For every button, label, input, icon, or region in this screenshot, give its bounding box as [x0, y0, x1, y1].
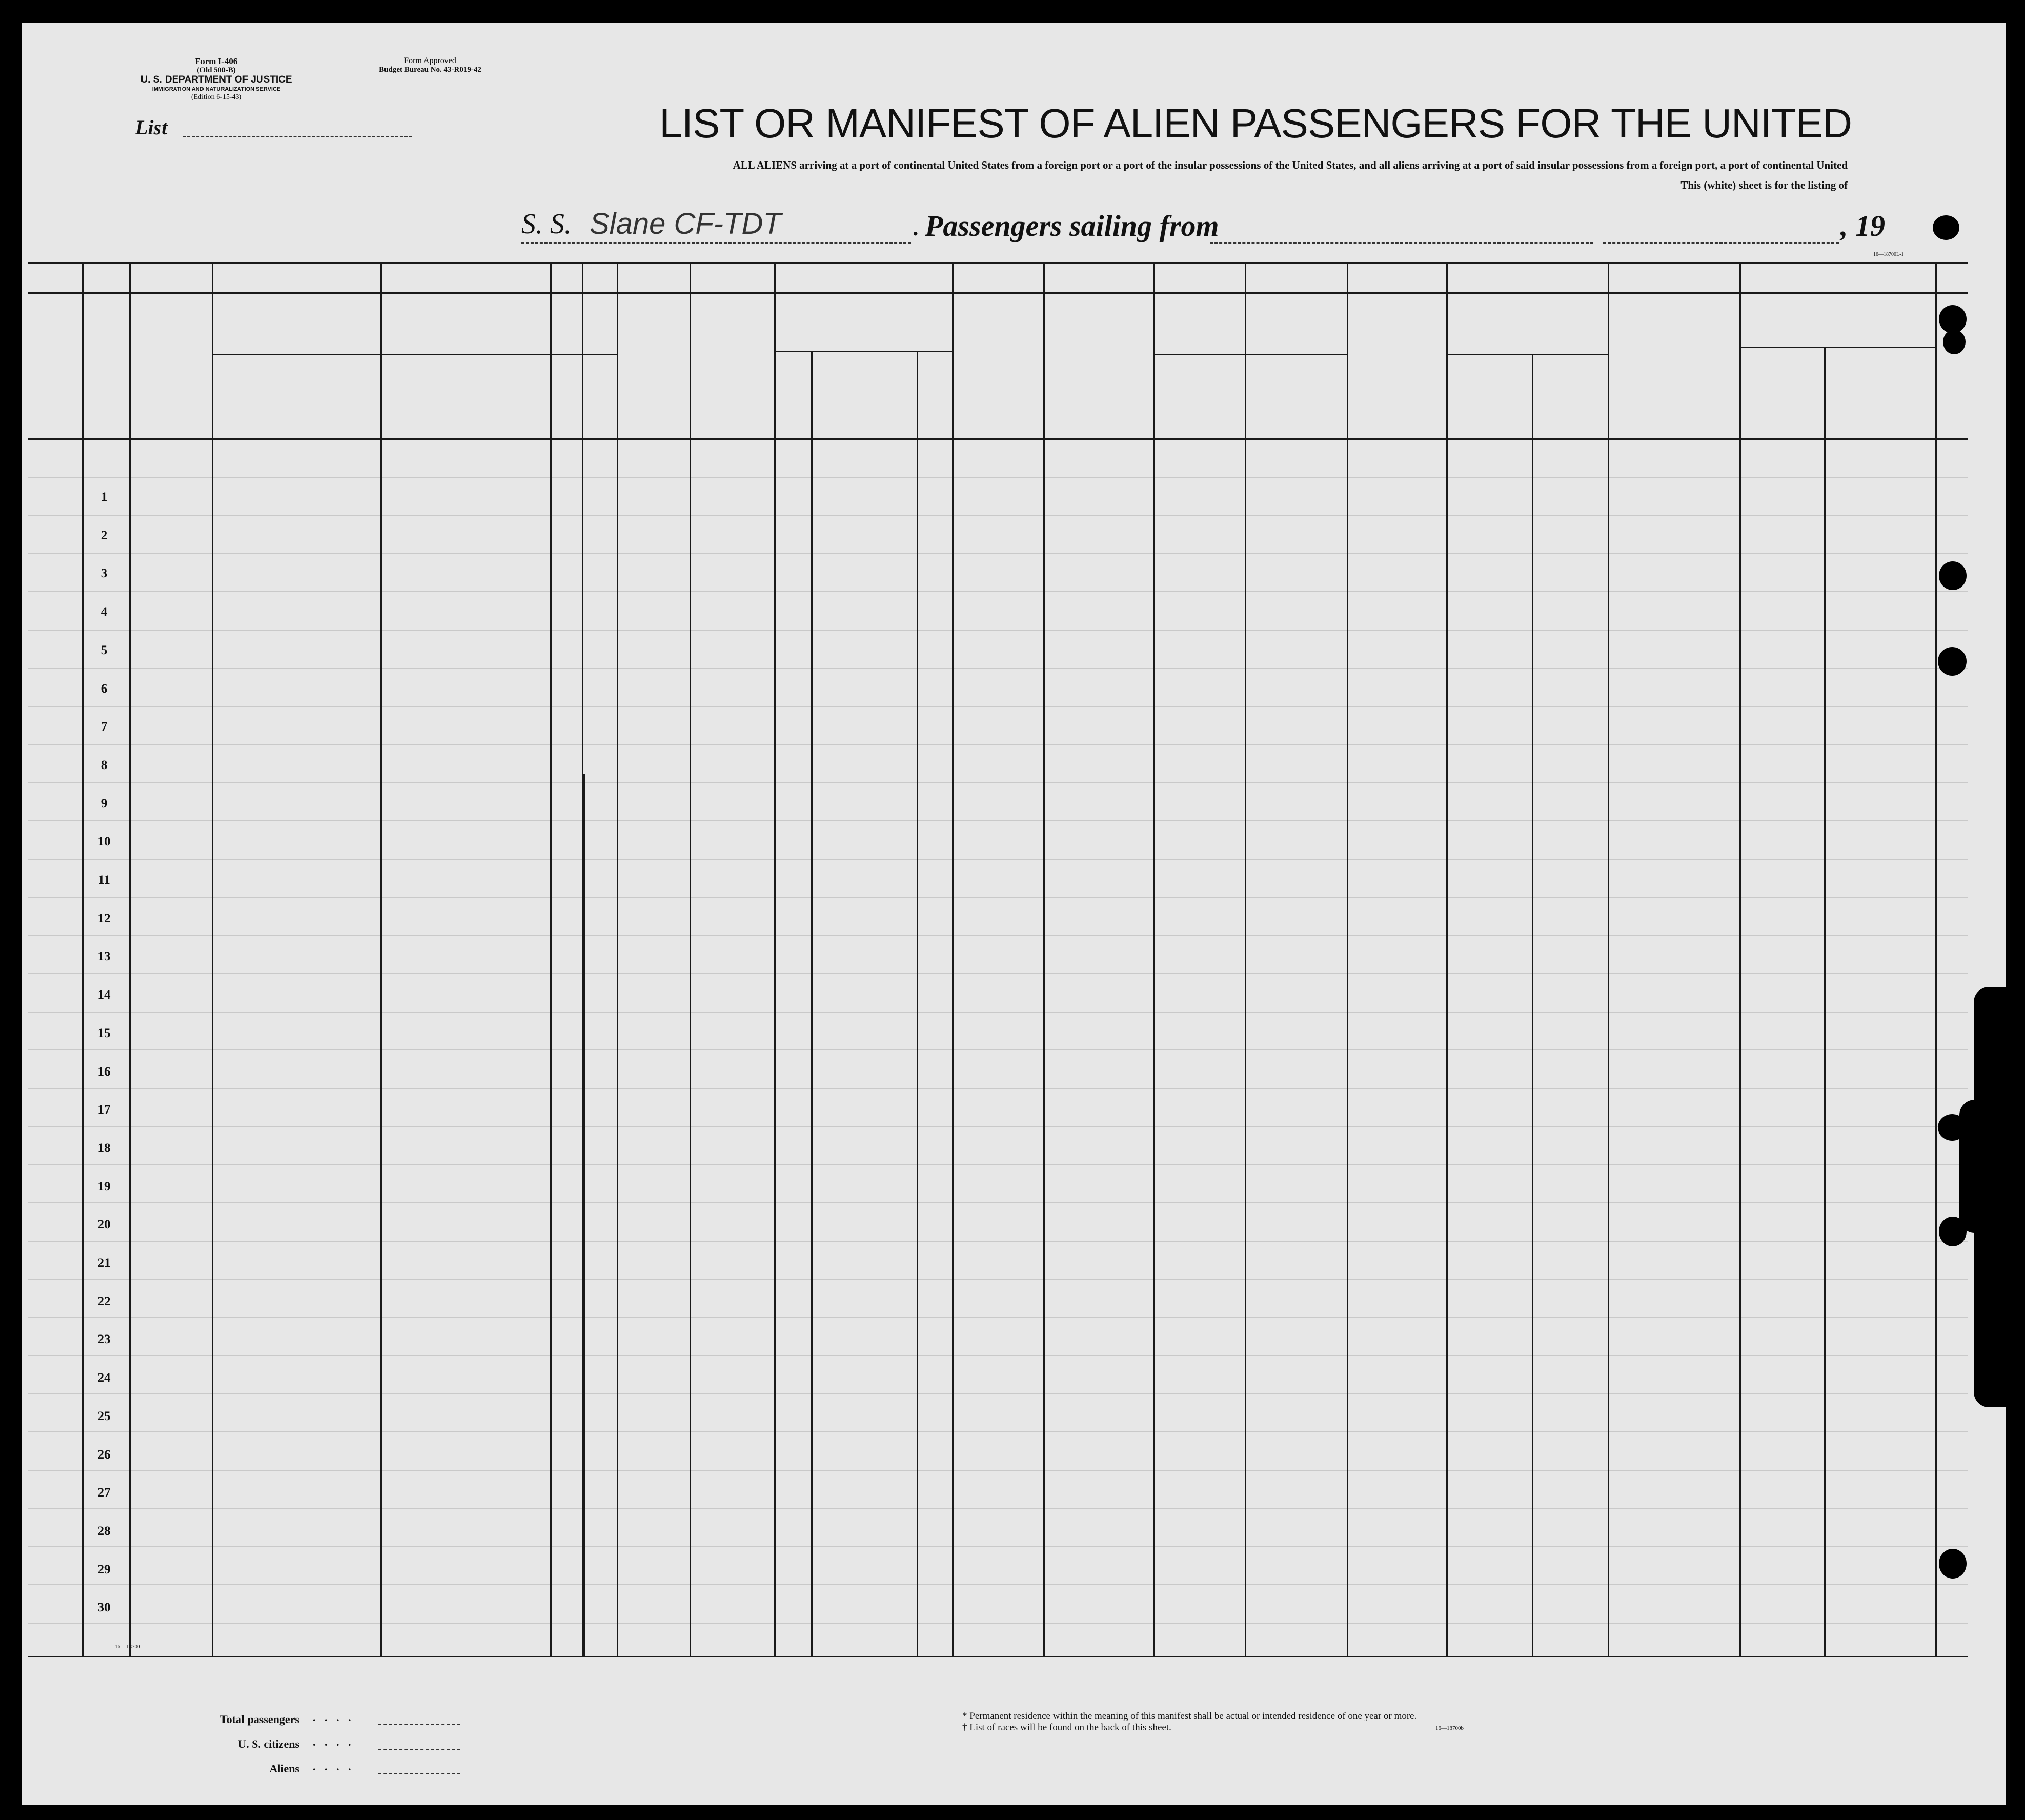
ruled-line — [28, 897, 1968, 898]
row-number: 3 — [100, 567, 108, 581]
ruled-line — [28, 1088, 1968, 1089]
subcolumn-divider — [917, 351, 918, 1656]
column-divider — [212, 262, 213, 1656]
row-number: 21 — [97, 1256, 111, 1270]
row-number: 8 — [100, 758, 108, 772]
ruled-line — [28, 477, 1968, 478]
total-passengers-field[interactable] — [378, 1724, 460, 1725]
subheader-divider — [1739, 347, 1935, 348]
row-number: 27 — [97, 1486, 111, 1500]
column-divider — [617, 262, 618, 1656]
ruled-line — [28, 1012, 1968, 1013]
punch-hole — [1939, 1549, 1967, 1579]
row-number: 15 — [97, 1026, 111, 1040]
total-passengers-dots: . . . . — [313, 1711, 354, 1724]
ruled-line — [28, 744, 1968, 745]
form-approved: Form Approved — [404, 56, 456, 65]
column-divider — [1608, 262, 1609, 1656]
ship-prefix: S. S. — [521, 208, 572, 240]
subcolumn-divider — [583, 774, 585, 1656]
ruled-line — [28, 1355, 1968, 1356]
subcolumn-divider — [1824, 347, 1826, 1656]
sailing-port-field[interactable] — [1210, 242, 1593, 244]
row-number: 28 — [97, 1524, 111, 1538]
aliens-label: Aliens — [269, 1762, 299, 1775]
row-number: 5 — [100, 643, 108, 657]
ruled-line — [28, 973, 1968, 974]
year-prefix: , 19 — [1840, 209, 1885, 242]
row-number: 29 — [97, 1562, 111, 1576]
sailing-from-label: Passengers sailing from — [925, 209, 1219, 242]
ruled-line — [28, 782, 1968, 783]
ruled-line — [28, 859, 1968, 860]
row-number: 1 — [100, 490, 108, 504]
column-number-row-border — [28, 292, 1968, 294]
subheader-divider — [1153, 354, 1347, 355]
ruled-line — [28, 1279, 1968, 1280]
old-form-number: (Old 500-B) — [197, 66, 236, 74]
subcolumn-divider — [1532, 354, 1533, 1656]
column-divider — [1347, 262, 1348, 1656]
row-number: 12 — [97, 911, 111, 925]
dot-separator: . — [913, 214, 919, 240]
row-number: 25 — [97, 1409, 111, 1423]
form-code-top: 16—18700L-1 — [1873, 252, 1904, 257]
ship-name-handwritten: Slane CF-TDT — [590, 207, 781, 240]
row-number: 24 — [97, 1371, 111, 1385]
punch-hole — [1939, 305, 1967, 333]
subcolumn-divider — [380, 354, 382, 1656]
ruled-line — [28, 1431, 1968, 1432]
aliens-dots: . . . . — [313, 1760, 354, 1773]
us-citizens-field[interactable] — [378, 1749, 460, 1750]
ruled-line — [28, 1470, 1968, 1471]
header-bottom-border — [28, 438, 1968, 440]
row-number: 11 — [98, 873, 110, 887]
row-number: 6 — [100, 681, 108, 696]
row-number: 4 — [100, 605, 108, 619]
punch-hole — [1933, 215, 1959, 240]
row-number: 22 — [97, 1294, 111, 1308]
row-number: 16 — [97, 1064, 111, 1079]
row-number: 10 — [97, 835, 111, 849]
row-number: 7 — [100, 720, 108, 734]
aliens-field[interactable] — [378, 1773, 460, 1774]
column-divider — [1739, 262, 1741, 1656]
row-number: 20 — [97, 1218, 111, 1232]
ruled-line — [28, 1164, 1968, 1165]
ruled-line — [28, 1546, 1968, 1547]
ruled-line — [28, 1584, 1968, 1585]
ruled-line — [28, 515, 1968, 516]
column-divider — [952, 262, 954, 1656]
ruled-line — [28, 668, 1968, 669]
ruled-line — [28, 553, 1968, 554]
sailing-date-field[interactable] — [1603, 242, 1839, 244]
ruled-line — [28, 1623, 1968, 1624]
punch-hole — [1938, 647, 1967, 676]
column-divider — [1043, 262, 1045, 1656]
ruled-line — [28, 1126, 1968, 1127]
row-number: 18 — [97, 1141, 111, 1155]
column-divider — [82, 262, 84, 1656]
row-number: 14 — [97, 988, 111, 1002]
list-number-field[interactable] — [183, 136, 412, 137]
manifest-sheet — [22, 23, 2006, 1805]
punch-hole — [1939, 561, 1967, 590]
ruled-line — [28, 1317, 1968, 1318]
footnote-permanent-residence: * Permanent residence within the meaning of this manifest shall be actual or intended residence of one year or more. — [962, 1711, 1417, 1722]
subheader-divider — [212, 354, 550, 355]
subheader-divider — [550, 354, 617, 355]
subtitle-line-2: This (white) sheet is for the listing of — [1680, 179, 1848, 191]
total-passengers-label: Total passengers — [219, 1713, 299, 1726]
form-number: Form I-406 — [195, 56, 238, 66]
ruled-line — [28, 1508, 1968, 1509]
subtitle-line-1: ALL ALIENS arriving at a port of continental United States from a foreign port or a port of the insular possessions of the United States, and all aliens arriving at a port of said insular possessions from a foreign port, a port of continental United — [733, 159, 1848, 171]
row-number: 17 — [97, 1103, 111, 1117]
ruled-line — [28, 935, 1968, 936]
row-number: 9 — [100, 796, 108, 811]
column-divider — [550, 262, 552, 1656]
row-number: 19 — [97, 1179, 111, 1194]
ruled-line — [28, 1241, 1968, 1242]
ruled-line — [28, 1393, 1968, 1394]
subheader-divider — [774, 351, 952, 352]
service-name: IMMIGRATION AND NATURALIZATION SERVICE — [152, 86, 281, 92]
table-bottom-border — [28, 1656, 1968, 1657]
row-number: 30 — [97, 1601, 111, 1615]
footnote-races: † List of races will be found on the back of this sheet. — [962, 1722, 1171, 1733]
column-divider — [774, 262, 776, 1656]
ruled-line — [28, 591, 1968, 592]
us-citizens-label: U. S. citizens — [238, 1737, 299, 1750]
form-edition: (Edition 6-15-43) — [191, 93, 242, 101]
torn-edge — [1959, 1100, 1990, 1233]
table-top-border — [28, 262, 1968, 264]
us-citizens-dots: . . . . — [313, 1735, 354, 1748]
department-name: U. S. DEPARTMENT OF JUSTICE — [140, 74, 292, 85]
ruled-line — [28, 630, 1968, 631]
ship-name-field[interactable] — [521, 242, 911, 244]
form-code-bottom: 16—18700 — [115, 1644, 140, 1650]
budget-bureau-number: Budget Bureau No. 43-R019-42 — [379, 66, 481, 74]
ruled-line — [28, 1049, 1968, 1050]
column-divider — [1446, 262, 1448, 1656]
subheader-divider — [1446, 354, 1608, 355]
punch-hole — [1943, 330, 1966, 354]
ruled-line — [28, 706, 1968, 707]
ruled-line — [28, 1202, 1968, 1203]
column-divider — [1935, 262, 1937, 1656]
row-number: 26 — [97, 1447, 111, 1462]
column-divider — [690, 262, 691, 1656]
column-divider — [1153, 262, 1155, 1656]
ruled-line — [28, 820, 1968, 821]
row-number: 2 — [100, 528, 108, 542]
subcolumn-divider — [811, 351, 813, 1656]
page-title: LIST OR MANIFEST OF ALIEN PASSENGERS FOR THE UNITED — [659, 100, 1852, 146]
row-number: 13 — [97, 949, 111, 964]
footnote-code: 16—18700b — [1435, 1725, 1464, 1731]
subcolumn-divider — [1245, 354, 1246, 1656]
list-label: List — [135, 116, 168, 139]
row-number: 23 — [97, 1332, 111, 1347]
column-divider — [129, 262, 131, 1656]
